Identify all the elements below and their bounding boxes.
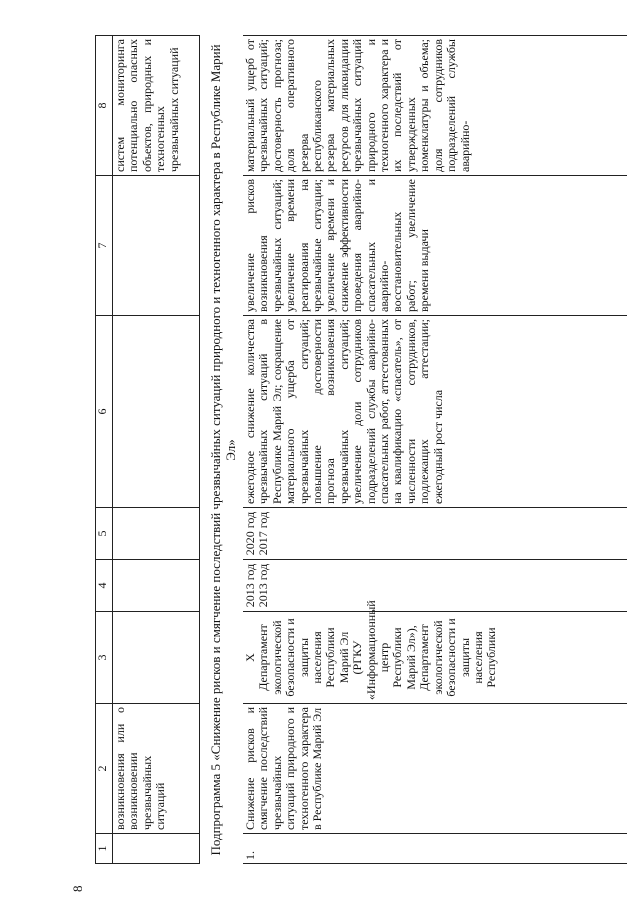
column-number-header [95, 35, 113, 864]
column-number-6: 6 [96, 316, 113, 508]
start-year: 2013 год 2013 год [243, 560, 627, 612]
cont-cell-2: возникновения или о возникновении чрезвычайных ситуаций [113, 704, 200, 834]
cont-cell-3 [113, 612, 200, 704]
cont-cell-1 [113, 834, 200, 864]
row-number: 1. [243, 834, 627, 864]
column-number-5: 5 [96, 508, 113, 560]
non-implementation-consequences: увеличение рисков возникновения чрезвычайных ситуаций; увеличение времени реагирования на чрезвычайные ситуации; увеличение времени и снижение эффективности проведения аварийно-спасательных и аварийно-восстановительных работ; увеличение времени выдачи [243, 176, 627, 316]
page-number: 8 [70, 885, 85, 892]
column-number-3: 3 [96, 612, 113, 704]
cont-cell-6 [113, 316, 200, 508]
cont-cell-5 [113, 508, 200, 560]
measure-name: Снижение рисков и смягчение последствий чрезвычайных ситуаций природного и техногенного характера в Республике Марий Эл [243, 704, 627, 834]
column-number-1: 1 [96, 834, 113, 864]
column-number-4: 4 [96, 560, 113, 612]
executor: X Департамент экологической безопасности и защиты населения Республики Марий Эл (РГКУ «Информационный центр Республики Марий Эл»), Департамент экологической безопасности и защиты населения Республики [243, 612, 627, 704]
cont-cell-8: систем мониторинга потенциально опасных объектов, природных и техногенных чрезвычайных ситуаций [113, 36, 200, 176]
column-number-2: 2 [96, 704, 113, 834]
end-year: 2020 год 2017 год [243, 508, 627, 560]
cont-cell-7 [113, 176, 200, 316]
continuation-row [113, 35, 200, 864]
column-number-7: 7 [96, 176, 113, 316]
subprogram-title: Подпрограмма 5 «Снижение рисков и смягчение последствий чрезвычайных ситуаций природного и техногенного характера в Республике Марий Эл» [208, 44, 238, 856]
expected-result: ежегодное снижение количества чрезвычайных ситуаций в Республике Марий Эл; сокращение материального ущерба от чрезвычайных ситуаций; повышение достоверности прогноза возникновения чрезвычайных ситуаций; увеличение доли сотрудников подразделений службы аварийно-спасательных работ, аттестованных на квалификацию «спасатель», от численности сотрудников, подлежащих аттестации; ежегодный рост числа [243, 316, 627, 508]
cont-cell-4 [113, 560, 200, 612]
indicators: материальный ущерб от чрезвычайных ситуаций; достоверность прогноза; доля оперативного резерва республиканского резерва материальных ресурсов для ликвидации чрезвычайных ситуаций природного и техногенного характера и их последствий от утвержденных номенклатуры и объема; доля сотрудников подразделений службы аварийно- [243, 36, 627, 176]
column-number-8: 8 [96, 36, 113, 176]
subprogram-row [243, 35, 627, 864]
